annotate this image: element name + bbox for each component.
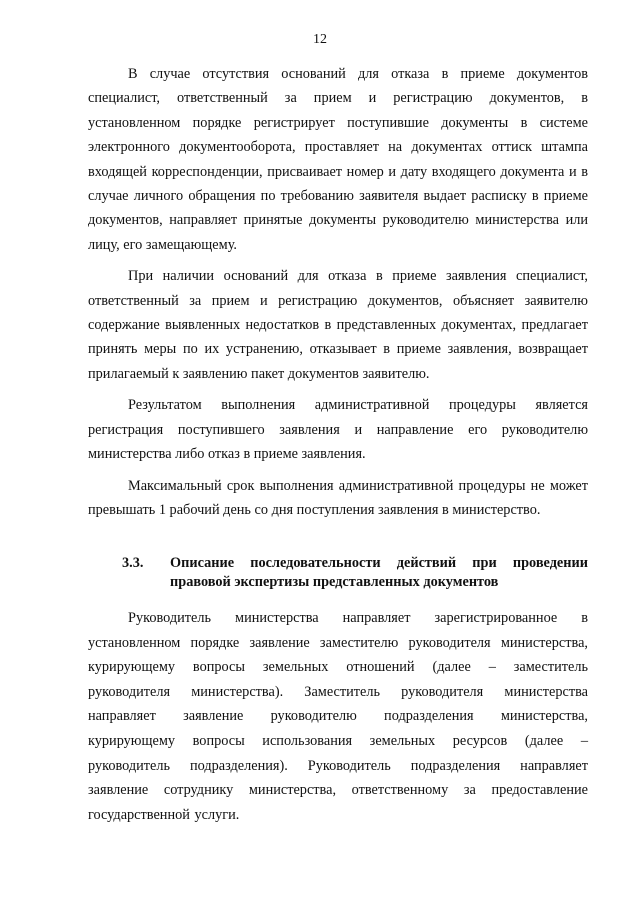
paragraph-refusal-grounds: При наличии оснований для отказа в приеме заявления специалист, ответственный за прием и регистрацию документов, объясняет заявителю содержание выявленных недостатков в представленных документах, предлагает принять меры по их устранению, отказывает в приеме заявления, возвращает прилагаемый к заявлению пакет документов заявителю. xyxy=(88,268,588,382)
section-heading xyxy=(122,554,588,592)
section-number: 3.3. xyxy=(122,555,144,571)
paragraph-result: Результатом выполнения административной процедуры является регистрация поступившего заявления и направление его руководителю министерства либо отказ в приеме заявления. xyxy=(88,397,588,463)
paragraph-registration: В случае отсутствия оснований для отказа в приеме документов специалист, ответственный за прием и регистрацию документов, в установленном порядке регистрирует поступившие документы в системе электронного документооборота, проставляет на документах оттиск штампа входящей корреспонденции, присваивает номер и дату входящего документа и в случае личного обращения по требованию заявителя выдает расписку в приеме документов, направляет принятые документы руководителю министерства или лицу, его замещающему. xyxy=(88,66,588,253)
section-title: Описание последовательности действий при проведении правовой экспертизы представленных документов xyxy=(170,555,588,590)
paragraph-max-duration: Максимальный срок выполнения административной процедуры не может превышать 1 рабочий день со дня поступления заявления в министерство. xyxy=(88,477,588,518)
section-body-text xyxy=(88,606,588,834)
body-text xyxy=(88,62,588,529)
page-number: 12 xyxy=(313,32,327,47)
paragraph-routing: Руководитель министерства направляет зарегистрированное в установленном порядке заявление заместителю руководителя министерства, курирующему вопросы земельных отношений (далее – заместитель руководителя министерства). Заместитель руководителя министерства направляет заявление руководителю подразделения министерства, курирующему вопросы использования земельных ресурсов (далее – руководитель подразделения). Руководитель подразделения направляет заявление сотруднику министерства, ответственному за предоставление государственной услуги. xyxy=(88,610,588,823)
